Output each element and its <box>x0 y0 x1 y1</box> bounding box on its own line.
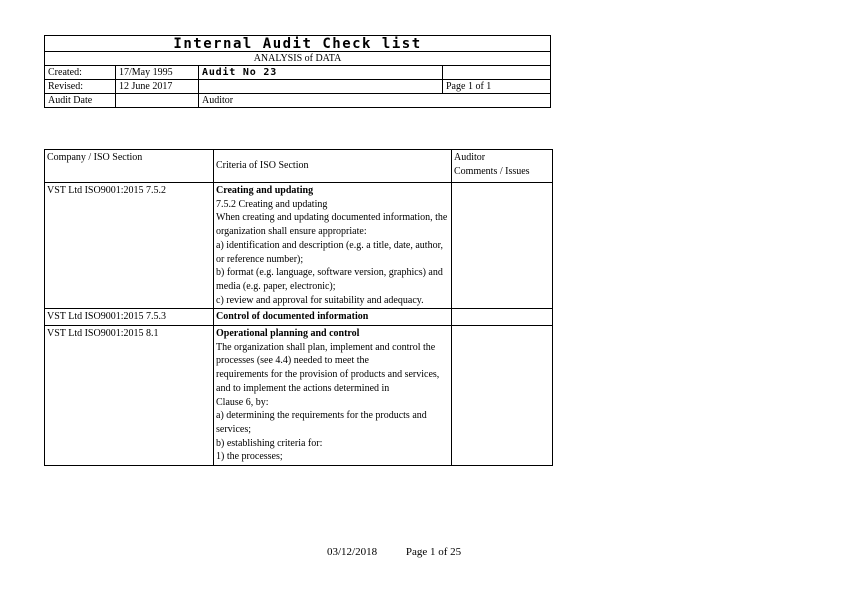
criteria-line: 7.5.2 Creating and updating <box>216 198 328 210</box>
section-cell: VST Ltd ISO9001:2015 7.5.3 <box>45 309 214 326</box>
criteria-line: a) identification and description (e.g. a title, date, author, or reference number); <box>216 239 444 265</box>
criteria-line: Clause 6, by: <box>216 396 269 408</box>
criteria-line: requirements for the provision of products and services, and to implement the actions determined in <box>216 369 440 394</box>
criteria-cell <box>214 326 452 466</box>
comments-header-line2: Comments / Issues <box>454 165 530 177</box>
footer-page-number: Page 1 of 25 <box>405 546 462 558</box>
criteria-line: b) format (e.g. language, software version, graphics) and media (e.g. paper, electronic); <box>216 267 443 292</box>
criteria-title: Creating and updating <box>216 185 314 196</box>
auditor-label: Auditor <box>199 94 551 108</box>
table-row <box>45 183 553 309</box>
created-value: 17/May 1995 <box>116 66 199 80</box>
table-row <box>45 309 553 326</box>
page-info: Page 1 of 1 <box>443 80 551 94</box>
criteria-line: 1) the processes; <box>216 451 283 463</box>
comments-cell[interactable] <box>452 326 553 466</box>
document-title: Internal Audit Check list <box>45 36 551 52</box>
checklist-table <box>44 149 553 466</box>
table-header-row <box>45 150 553 183</box>
criteria-line: When creating and updating documented information, the organization shall ensure appropriate: <box>216 212 448 238</box>
page-footer <box>327 546 487 558</box>
criteria-line: b) establishing criteria for: <box>216 437 323 449</box>
column-header-section: Company / ISO Section <box>45 150 214 183</box>
audit-header-table <box>44 35 551 108</box>
audit-date-value <box>116 94 199 108</box>
table-row <box>45 326 553 466</box>
column-header-comments <box>452 150 553 183</box>
audit-number: Audit No 23 <box>199 66 443 80</box>
criteria-line: The organization shall plan, implement and control the processes (see 4.4) needed to meet the <box>216 341 436 367</box>
section-cell: VST Ltd ISO9001:2015 8.1 <box>45 326 214 466</box>
criteria-cell <box>214 309 452 326</box>
created-label: Created: <box>45 66 116 80</box>
document-subtitle: ANALYSIS of DATA <box>45 52 551 66</box>
criteria-line: c) review and approval for suitability and adequacy. <box>216 294 424 306</box>
criteria-cell <box>214 183 452 309</box>
footer-date: 03/12/2018 <box>327 546 378 558</box>
audit-date-label: Audit Date <box>45 94 116 108</box>
section-cell: VST Ltd ISO9001:2015 7.5.2 <box>45 183 214 309</box>
criteria-title: Control of documented information <box>216 311 369 323</box>
column-header-criteria: Criteria of ISO Section <box>214 150 452 183</box>
empty-cell <box>443 66 551 80</box>
comments-cell[interactable] <box>452 183 553 309</box>
comments-header-line1: Auditor <box>454 152 486 163</box>
revised-value: 12 June 2017 <box>116 80 199 94</box>
criteria-title: Operational planning and control <box>216 328 360 340</box>
criteria-line: a) determining the requirements for the products and services; <box>216 410 427 435</box>
revised-label: Revised: <box>45 80 116 94</box>
empty-cell <box>199 80 443 94</box>
comments-cell[interactable] <box>452 309 553 326</box>
